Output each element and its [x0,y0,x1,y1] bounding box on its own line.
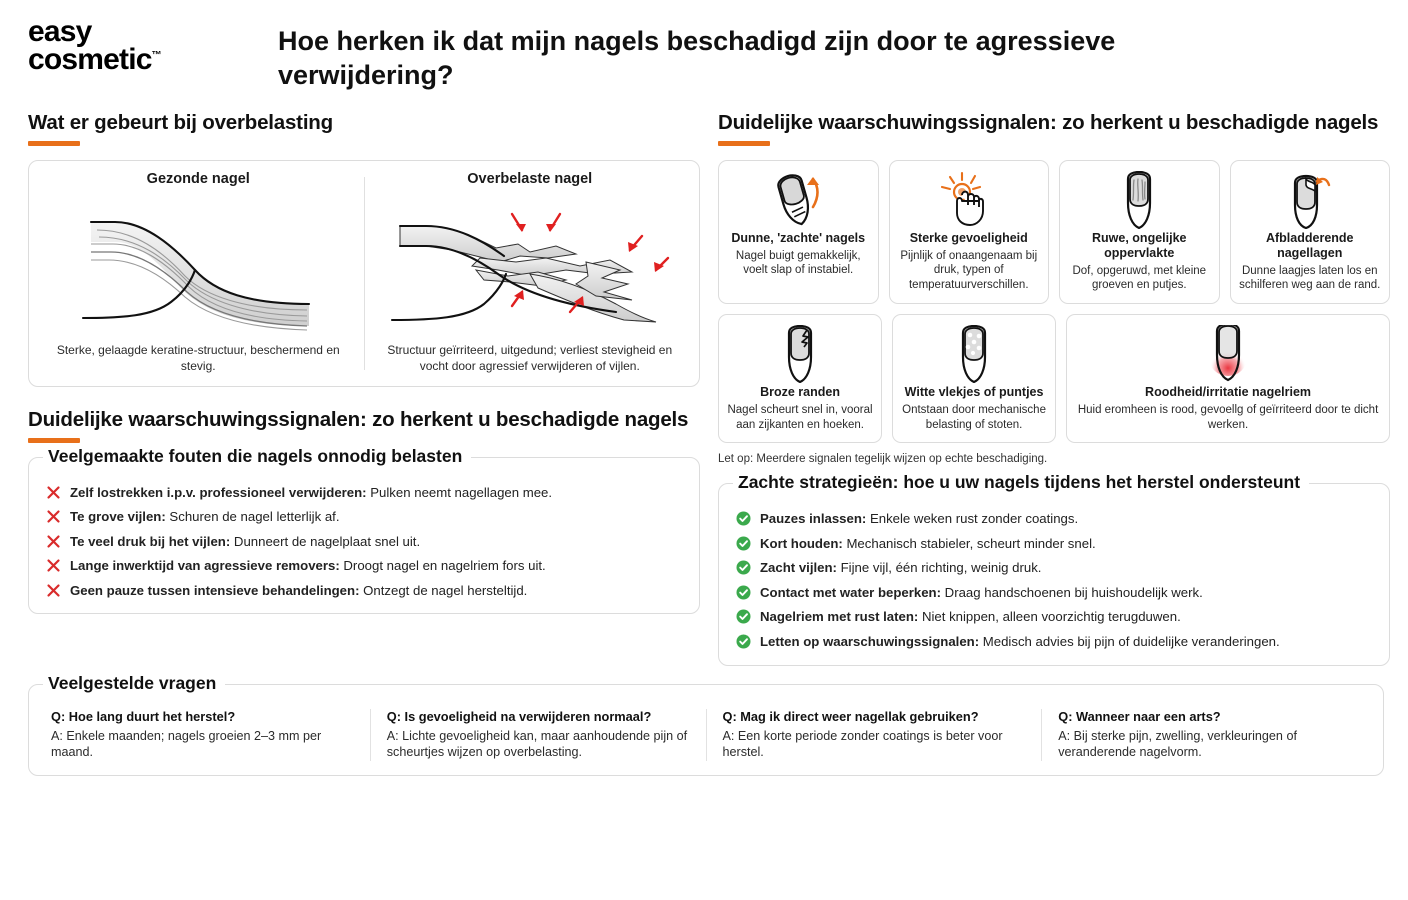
faq-item [370,709,706,762]
item-bold: Kort houden: [760,535,843,551]
faq-question: Q: Mag ik direct weer nagellak gebruiken? [722,708,979,724]
warning-cards-row-1 [718,160,1390,304]
faq-answer: A: Enkele maanden; nagels groeien 2–3 mm per maand. [51,728,322,760]
item-bold: Te veel druk bij het vijlen: [70,533,231,549]
item-bold: Contact met water beperken: [760,584,942,600]
mistakes-list [45,484,683,600]
list-item [735,510,1373,528]
main-columns [0,92,1408,665]
check-circle-icon [735,585,752,600]
item-rest: Pulken neemt nagellagen mee. [366,484,553,500]
healthy-nail-caption: Sterke, gelaagde keratine-structuur, beschermend en stevig. [56,342,340,373]
item-rest: Schuren de nagel letterlijk af. [165,509,340,525]
warning-card-desc: Dunne laagjes laten los en schilferen weg aan de rand. [1239,264,1381,292]
cross-icon [45,534,62,549]
warning-card-title: Roodheid/irritatie nagelriem [1145,385,1312,400]
warning-card-rough-surface [1059,160,1220,304]
list-item [735,633,1373,651]
warning-note: Let op: Meerdere signalen tegelijk wijzen op echte beschadiging. [718,453,1048,466]
item-rest: Niet knippen, alleen voorzichtig terugduwen. [918,609,1181,625]
accent-underline-3 [718,141,770,146]
cross-icon [45,558,62,573]
warning-card-desc: Nagel buigt gemakkelijk, voelt slap of instabiel. [735,249,861,277]
list-item [45,533,683,551]
list-item [735,535,1373,553]
item-rest: Fijne vijl, één richting, weinig druk. [836,560,1042,576]
page-title: Hoe herken ik dat mijn nagels beschadigd zijn door te agressieve verwijdering? [278,26,1116,91]
faq-question: Q: Hoe lang duurt het herstel? [51,708,236,724]
faq-item [35,709,370,762]
item-bold: Nagelriem met rust laten: [760,609,919,625]
item-rest: Draag handschoenen bij huishoudelijk werk. [941,584,1203,600]
warning-card-title: Dunne, 'zachte' nagels [731,230,866,245]
item-bold: Zelf lostrekken i.p.v. professioneel verwijderen: [70,484,367,500]
signals-section-head [718,110,1390,146]
list-item [735,608,1373,626]
item-rest: Mechanisch stabieler, scheurt minder snel. [842,535,1096,551]
bending-finger-icon [761,169,835,231]
item-rest: Ontzegt de nagel hersteltijd. [359,582,528,598]
healthy-nail-title: Gezonde nagel [146,170,250,187]
item-bold: Letten op waarschuwingssignalen: [760,633,980,649]
strategies-legend: Zachte strategieën: hoe u uw nagels tijdens het herstel ondersteunt [733,472,1309,493]
peeling-nail-icon [1273,169,1347,231]
signals-left-section-head [28,407,700,443]
item-rest: Enkele weken rust zonder coatings. [866,511,1079,527]
warning-card-title: Witte vlekjes of puntjes [904,385,1044,400]
item-rest: Droogt nagel en nagelriem fors uit. [339,558,546,574]
faq-item [1041,709,1377,762]
warning-card-title: Afbladderende nagellagen [1265,230,1354,260]
item-rest: Medisch advies bij pijn of duidelijke veranderingen. [979,633,1280,649]
white-spots-nail-icon [937,323,1011,385]
warning-card-title: Ruwe, ongelijke oppervlakte [1092,230,1187,260]
damaged-nail-panel [365,171,696,376]
warning-card-thin-nails [718,160,879,304]
healthy-nail-diagram [53,191,343,342]
brand-line1: easy [28,15,92,48]
accent-underline-2 [28,438,80,443]
warning-card-title: Broze randen [760,385,840,400]
cracked-edge-nail-icon [763,323,837,385]
cross-icon [45,485,62,500]
accent-underline [28,141,80,146]
right-column [718,110,1390,665]
item-rest: Dunneert de nagelplaat snel uit. [230,533,421,549]
item-bold: Zacht vijlen: [760,560,837,576]
list-item [735,559,1373,577]
item-bold: Lange inwerktijd van agressieve removers: [70,558,340,574]
faq-question: Q: Wanneer naar een arts? [1058,708,1221,724]
ridged-nail-icon [1102,169,1176,231]
left-column [28,110,700,665]
faq-item [706,709,1042,762]
warning-cards-row-2 [718,314,1390,443]
brand-line2: cosmetic [28,42,152,76]
warning-card-desc: Pijnlijk of onaangenaam bij druk, typen of temperatuurverschillen. [900,249,1038,292]
warning-card-desc: Nagel scheurt snel in, vooral aan zijkanten en hoeken. [727,404,873,431]
signals-left-heading: Duidelijke waarschuwingssignalen: zo herkent u beschadigde nagels [28,407,689,431]
healthy-nail-panel [33,171,364,376]
warning-card-desc: Dof, opgeruwd, met kleine groeven en putjes. [1072,264,1207,292]
strategies-list [735,510,1373,650]
check-circle-icon [735,536,752,551]
warning-card-sensitivity [889,160,1050,304]
faq-legend: Veelgestelde vragen [43,673,225,694]
faq-answer: A: Bij sterke pijn, zwelling, verkleuringen of veranderende nagelvorm. [1058,728,1297,760]
list-item [45,557,683,575]
check-circle-icon [735,609,752,624]
page-header [0,0,1408,92]
damaged-nail-diagram [380,191,680,342]
faq-question: Q: Is gevoeligheid na verwijderen normaal? [386,708,652,724]
red-cuticle-nail-icon [1188,323,1268,385]
mistakes-panel [28,445,700,615]
signals-heading: Duidelijke waarschuwingssignalen: zo herkent u beschadigde nagels [718,111,1379,135]
warning-card-red-cuticle [1066,314,1390,443]
damaged-nail-title: Overbelaste nagel [467,170,593,187]
item-bold: Te grove vijlen: [70,509,166,525]
brand-trademark: ™ [151,49,161,61]
overload-heading: Wat er gebeurt bij overbelasting [28,111,333,135]
strategies-panel [718,472,1390,665]
sensitive-touch-icon [932,169,1006,231]
check-circle-icon [735,560,752,575]
mistakes-legend: Veelgemaakte fouten die nagels onnodig belasten [43,446,471,467]
warning-card-peeling-layers [1230,160,1391,304]
faq-answer: A: Een korte periode zonder coatings is beter voor herstel. [722,728,1003,760]
cross-icon [45,583,62,598]
item-bold: Pauzes inlassen: [760,511,867,527]
warning-card-white-spots [892,314,1056,443]
list-item [45,582,683,600]
nail-comparison-card [28,160,700,387]
overload-section-head [28,110,700,146]
list-item [735,584,1373,602]
cross-icon [45,509,62,524]
faq-answer: A: Lichte gevoeligheid kan, maar aanhoudende pijn of scheurtjes wijzen op overbelasting. [386,728,688,760]
warning-card-desc: Huid eromheen is rood, gevoellg of geïrriteerd door te dicht werken. [1077,404,1379,431]
damaged-nail-caption: Structuur geïrriteerd, uitgedund; verliest stevigheid en vocht door agressief verwijderen of vijlen. [387,342,673,373]
warning-card-desc: Ontstaan door mechanische belasting of stoten. [902,404,1046,431]
brand-logo [28,14,278,76]
warning-card-brittle-edges [718,314,882,443]
check-circle-icon [735,634,752,649]
list-item [45,508,683,526]
faq-panel [28,672,1384,777]
item-bold: Geen pauze tussen intensieve behandelingen: [70,582,360,598]
list-item [45,484,683,502]
check-circle-icon [735,511,752,526]
warning-card-title: Sterke gevoeligheid [909,230,1028,245]
